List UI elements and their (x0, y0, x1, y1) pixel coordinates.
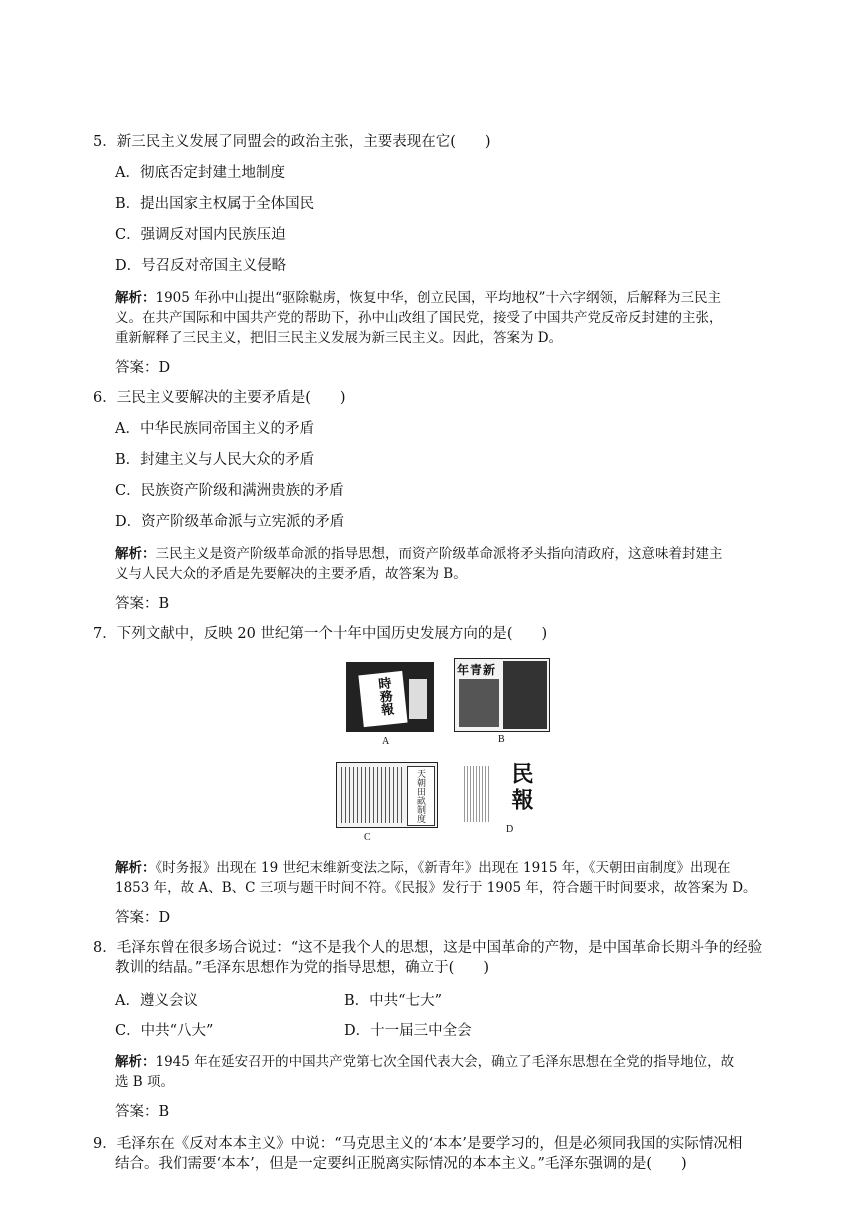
analysis-line: 1853 年，故 A、B、C 三项与题干时间不符。《民报》发行于 1905 年，符合题干时间要求，故答案为 D。 (115, 880, 757, 896)
image-b-xinqingnian (454, 658, 550, 732)
option-b: B．封建主义与人民大众的矛盾 (115, 452, 315, 468)
analysis-text: 《时务报》出现在 19 世纪末维新变法之际，《新青年》出现在 1915 年，《天朝田亩制度》出现在 (155, 860, 731, 876)
title-slip (407, 766, 435, 826)
question-text: 新三民主义发展了同盟会的政治主张，主要表现在它( ) (116, 134, 491, 150)
analysis-line (115, 858, 730, 878)
question-number: 5． (93, 134, 117, 150)
option-d: D．号召反对帝国主义侵略 (115, 258, 287, 274)
cover-title: 天朝田畝制度 (415, 769, 425, 823)
question-number: 7． (93, 626, 117, 642)
newspaper-cover (358, 671, 407, 727)
question-6-stem (93, 388, 346, 408)
analysis-text: 1905 年孙中山提出“驱除鞑虏，恢复中华，创立民国，平均地权”十六字纲领，后解释为三民主 (155, 290, 721, 306)
analysis-line: 义与人民大众的矛盾是先要解决的主要矛盾，故答案为 B。 (115, 566, 467, 582)
question-text-continued: 结合。我们需要‘本本’，但是一定要纠正脱离实际情况的本本主义。”毛泽东强调的是( ) (115, 1156, 687, 1172)
question-number: 6． (93, 390, 117, 406)
analysis-label: 解析： (115, 860, 156, 876)
label-c: C (364, 832, 371, 843)
label-d: D (506, 824, 514, 835)
question-text: 毛泽东曾在很多场合说过：“这不是我个人的思想，这是中国革命的产物，是中国革命长期斗争的经验 (116, 940, 763, 956)
question-7-stem (93, 624, 547, 644)
question-8-stem (93, 938, 762, 958)
image-c-tianchao (336, 762, 438, 828)
question-text-continued: 教训的结晶。”毛泽东思想作为党的指导思想，确立于( ) (115, 960, 489, 976)
question-text: 三民主义要解决的主要矛盾是( ) (116, 390, 346, 406)
cover-title: 民報 (508, 762, 534, 814)
question-5-stem (93, 132, 491, 152)
text-columns (464, 766, 490, 822)
option-a: A．遵义会议 (115, 993, 198, 1009)
question-number: 8． (93, 940, 117, 956)
answer: 答案：D (115, 910, 171, 926)
analysis-label: 解析： (115, 1054, 156, 1070)
cover-title: 時務報 (374, 676, 394, 717)
option-b: B．提出国家主权属于全体国民 (115, 196, 315, 212)
answer: 答案：B (115, 596, 170, 612)
analysis-text: 1945 年在延安召开的中国共产党第七次全国代表大会，确立了毛泽东思想在全党的指导地位，故 (155, 1054, 735, 1070)
answer: 答案：B (115, 1104, 170, 1120)
documents-figure (336, 656, 556, 846)
analysis-line (115, 544, 723, 564)
question-text: 毛泽东在《反对本本主义》中说：“马克思主义的‘本本’是要学习的，但是必须同我国的实际情况相 (116, 1136, 743, 1152)
analysis-label: 解析： (115, 546, 156, 562)
text-columns (341, 767, 403, 823)
option-a: A．彻底否定封建土地制度 (115, 165, 285, 181)
option-d: D．资产阶级革命派与立宪派的矛盾 (115, 514, 345, 530)
option-c: C．强调反对国内民族压迫 (115, 227, 286, 243)
analysis-line: 选 B 项。 (115, 1074, 175, 1090)
page-edge (409, 679, 427, 719)
analysis-line: 义。在共产国际和中国共产党的帮助下，孙中山改组了国民党，接受了中国共产党反帝反封建的主张， (115, 310, 723, 326)
image-d-minbao (460, 760, 550, 828)
analysis-text: 三民主义是资产阶级革命派的指导思想，而资产阶级革命派将矛头指向清政府，这意味着封建主 (155, 546, 723, 562)
cover-emblem (459, 679, 499, 727)
label-b: B (498, 734, 505, 745)
analysis-label: 解析： (115, 290, 156, 306)
option-c: C．中共“八大” (115, 1023, 214, 1039)
label-a: A (382, 736, 390, 747)
image-a-shiwubao (346, 662, 434, 732)
question-9-stem (93, 1134, 742, 1154)
question-number: 9． (93, 1136, 117, 1152)
analysis-line (115, 1052, 734, 1072)
answer: 答案：D (115, 360, 171, 376)
analysis-line (115, 288, 721, 308)
analysis-line: 重新解释了三民主义，把旧三民主义发展为新三民主义。因此，答案为 D。 (115, 330, 563, 346)
option-a: A．中华民族同帝国主义的矛盾 (115, 421, 314, 437)
option-d: D．十一届三中全会 (344, 1023, 472, 1039)
cover-title: 年青新 (457, 663, 497, 677)
question-text: 下列文献中，反映 20 世纪第一个十年中国历史发展方向的是( ) (116, 626, 548, 642)
option-c: C．民族资产阶级和满洲贵族的矛盾 (115, 483, 344, 499)
text-pages (503, 661, 547, 729)
option-b: B．中共“七大” (344, 993, 442, 1009)
